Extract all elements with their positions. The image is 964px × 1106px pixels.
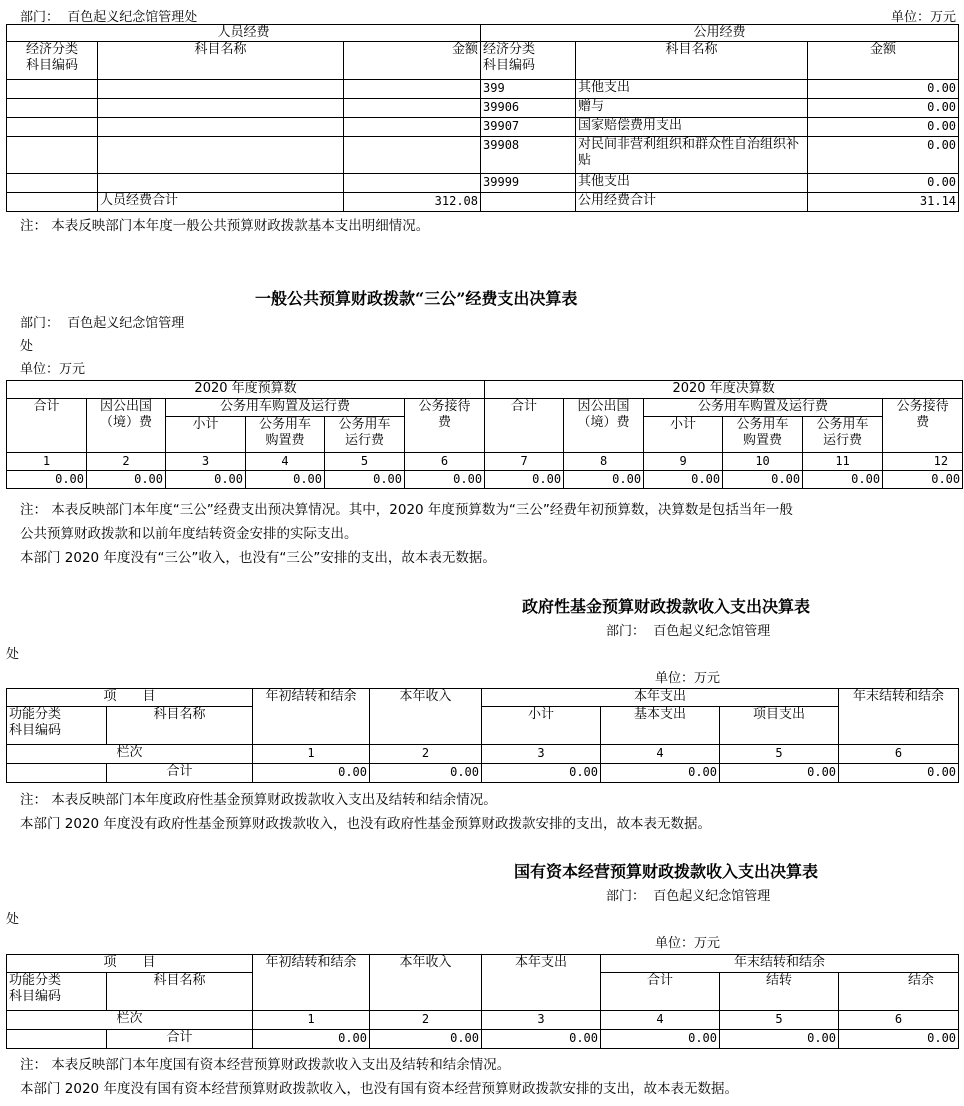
value-cell: 0.00 [839,1030,959,1049]
value-cell: 0.00 [7,471,87,489]
value-cell: 0.00 [723,471,803,489]
column-number: 3 [482,1011,601,1030]
table-note: 本部门 2020 年度没有政府性基金预算财政拨款收入，也没有政府性基金预算财政拨款安排的支出，故本表无数据。 [20,816,711,832]
value-cell: 0.00 [839,764,959,783]
col-reception: 公务接待 费 [405,399,485,453]
value-cell: 0.00 [720,1030,839,1049]
dept-label: 部门： 百色起义纪念馆管理 [606,889,771,904]
col-operation: 公务用车 运行费 [325,417,405,453]
value-cell: 0.00 [325,471,405,489]
header-budget: 2020 年度预算数 [7,381,485,399]
unit-label: 单位：万元 [655,936,721,951]
column-number: 6 [405,453,485,471]
col-begin: 年初结转和结余 [253,955,370,1011]
dept-name: 百色起义纪念馆管理处 [67,10,198,25]
row-col-label: 栏次 [7,745,253,764]
table-title: 国有资本经营预算财政拨款收入支出决算表 [514,862,819,881]
value-cell: 0.00 [370,1030,482,1049]
dept-name-tail: 处 [6,912,20,927]
table-note: 本部门 2020 年度没有国有资本经营预算财政拨款收入，也没有国有资本经营预算财政拨款安排的支出，故本表无数据。 [20,1081,738,1097]
table-row [7,174,959,193]
col-name: 科目名称 [98,42,344,80]
column-number: 1 [253,1011,370,1030]
total-row [7,764,959,783]
col-subtotal: 小计 [166,417,246,453]
row-amount: 0.00 [808,99,959,118]
table-title: 政府性基金预算财政拨款收入支出决算表 [522,597,811,616]
gov-fund-table [6,688,959,783]
dept-label: 部门： 百色起义纪念馆管理 [20,316,185,331]
col-balance: 结余 [839,973,959,1011]
value-cell: 0.00 [720,764,839,783]
column-number: 6 [839,1011,959,1030]
personnel-total-value: 312.08 [344,193,481,212]
header-final: 2020 年度决算数 [485,381,963,399]
row-name: 赠与 [576,99,808,118]
column-number: 2 [370,745,482,764]
row-name: 其他支出 [576,80,808,99]
col-expense: 本年支出 [482,955,601,1011]
dept-name: 百色起义纪念馆管理 [67,316,185,331]
column-number: 5 [325,453,405,471]
personnel-total-label: 人员经费合计 [98,193,344,212]
row-name: 对民间非营利组织和群众性自治组织补贴 [576,137,808,174]
value-cell: 0.00 [644,471,723,489]
row-amount: 0.00 [808,118,959,137]
column-number: 1 [7,453,87,471]
value-cell: 0.00 [246,471,325,489]
total-label: 合计 [107,1030,253,1049]
value-cell: 0.00 [482,1030,601,1049]
column-number: 10 [723,453,803,471]
col-vehicle: 公务用车购置及运行费 [166,399,405,417]
row-code: 39999 [481,174,576,193]
col-total: 合计 [7,399,87,453]
column-number: 4 [601,745,720,764]
unit-label: 单位：万元 [655,671,721,686]
table-note: 注： 本表反映部门本年度政府性基金预算财政拨款收入支出及结转和结余情况。 [20,792,497,808]
value-cell: 0.00 [601,1030,720,1049]
col-carry: 结转 [720,973,839,1011]
public-total-value: 31.14 [808,193,959,212]
value-cell: 0.00 [370,764,482,783]
col-amount: 金额 [808,42,959,80]
table-note: 本部门 2020 年度没有“三公”收入，也没有“三公”安排的支出，故本表无数据。 [20,550,496,566]
col-code: 功能分类 科目编码 [7,707,107,745]
column-number: 2 [87,453,166,471]
value-cell: 0.00 [883,471,963,489]
column-number: 9 [644,453,723,471]
dept-label: 部门： 百色起义纪念馆管理 [606,624,771,639]
value-cell: 0.00 [253,764,370,783]
unit-label: 单位：万元 [890,10,956,25]
row-amount: 0.00 [808,80,959,99]
total-label: 合计 [107,764,253,783]
column-number: 3 [166,453,246,471]
col-amount: 金额 [344,42,481,80]
header-personnel: 人员经费 [7,25,481,42]
col-expense: 本年支出 [482,689,839,707]
col-reception: 公务接待 费 [883,399,963,453]
row-name: 国家赔偿费用支出 [576,118,808,137]
column-number: 4 [246,453,325,471]
col-total: 合计 [601,973,720,1011]
col-vehicle: 公务用车购置及运行费 [644,399,883,417]
row-code: 399 [481,80,576,99]
table-title: 一般公共预算财政拨款“三公”经费支出决算表 [255,289,578,308]
dept-name-tail: 处 [6,647,20,662]
dept-name: 百色起义纪念馆管理 [653,889,771,904]
col-abroad: 因公出国 （境）费 [564,399,644,453]
total-row [7,193,959,212]
col-name: 科目名称 [576,42,808,80]
value-cell: 0.00 [485,471,564,489]
row-amount: 0.00 [808,174,959,193]
col-end: 年末结转和结余 [839,689,959,745]
dept-name: 百色起义纪念馆管理 [653,624,771,639]
col-item: 项 目 [7,955,253,973]
column-number: 7 [485,453,564,471]
row-code: 39906 [481,99,576,118]
col-end: 年末结转和结余 [601,955,959,973]
column-number-row [7,1011,959,1030]
column-number: 2 [370,1011,482,1030]
table-note: 注： 本表反映部门本年度一般公共预算财政拨款基本支出明细情况。 [20,218,430,234]
value-cell: 0.00 [803,471,883,489]
table-row [7,99,959,118]
col-code: 经济分类 科目编码 [481,42,576,80]
header-public: 公用经费 [481,25,959,42]
col-operation: 公务用车 运行费 [803,417,883,453]
value-cell: 0.00 [253,1030,370,1049]
col-purchase: 公务用车 购置费 [246,417,325,453]
column-number-row [7,453,963,471]
col-begin: 年初结转和结余 [253,689,370,745]
col-name: 科目名称 [107,707,253,745]
value-cell: 0.00 [405,471,485,489]
value-cell: 0.00 [601,764,720,783]
unit-label: 单位：万元 [20,362,86,377]
column-number: 11 [803,453,883,471]
col-subtotal: 小计 [644,417,723,453]
column-number: 5 [720,745,839,764]
public-total-label: 公用经费合计 [576,193,808,212]
row-code: 39908 [481,137,576,174]
value-row [7,471,963,489]
row-name: 其他支出 [576,174,808,193]
column-number: 1 [253,745,370,764]
col-subtotal: 小计 [482,707,601,745]
column-number: 3 [482,745,601,764]
col-income: 本年收入 [370,955,482,1011]
col-code: 功能分类 科目编码 [7,973,107,1011]
table-row [7,137,959,174]
state-capital-table [6,954,959,1049]
basic-expense-table [6,24,959,212]
col-item: 项 目 [7,689,253,707]
col-project: 项目支出 [720,707,839,745]
value-cell: 0.00 [482,764,601,783]
table-note: 公共预算财政拨款和以前年度结转资金安排的实际支出。 [20,526,358,542]
table-row [7,118,959,137]
row-amount: 0.00 [808,137,959,174]
dept-name-tail: 处 [20,339,34,354]
value-cell: 0.00 [166,471,246,489]
col-income: 本年收入 [370,689,482,745]
table-row [7,80,959,99]
col-abroad: 因公出国 （境）费 [87,399,166,453]
total-row [7,1030,959,1049]
table-note: 注： 本表反映部门本年度国有资本经营预算财政拨款收入支出及结转和结余情况。 [20,1057,511,1073]
col-code: 经济分类 科目编码 [7,42,98,80]
column-number-row [7,745,959,764]
row-code: 39907 [481,118,576,137]
column-number: 4 [601,1011,720,1030]
col-basic: 基本支出 [601,707,720,745]
column-number: 12 [883,453,963,471]
value-cell: 0.00 [564,471,644,489]
col-purchase: 公务用车 购置费 [723,417,803,453]
dept-label: 部门： 百色起义纪念馆管理处 [20,10,198,25]
column-number: 5 [720,1011,839,1030]
value-cell: 0.00 [87,471,166,489]
three-public-table [6,380,963,489]
column-number: 8 [564,453,644,471]
table-note: 注： 本表反映部门本年度“三公”经费支出预决算情况。其中，2020 年度预算数为“三公”经费年初预算数，决算数是包括当年一般 [20,502,793,518]
col-total: 合计 [485,399,564,453]
row-col-label: 栏次 [7,1011,253,1030]
column-number: 6 [839,745,959,764]
col-name: 科目名称 [107,973,253,1011]
